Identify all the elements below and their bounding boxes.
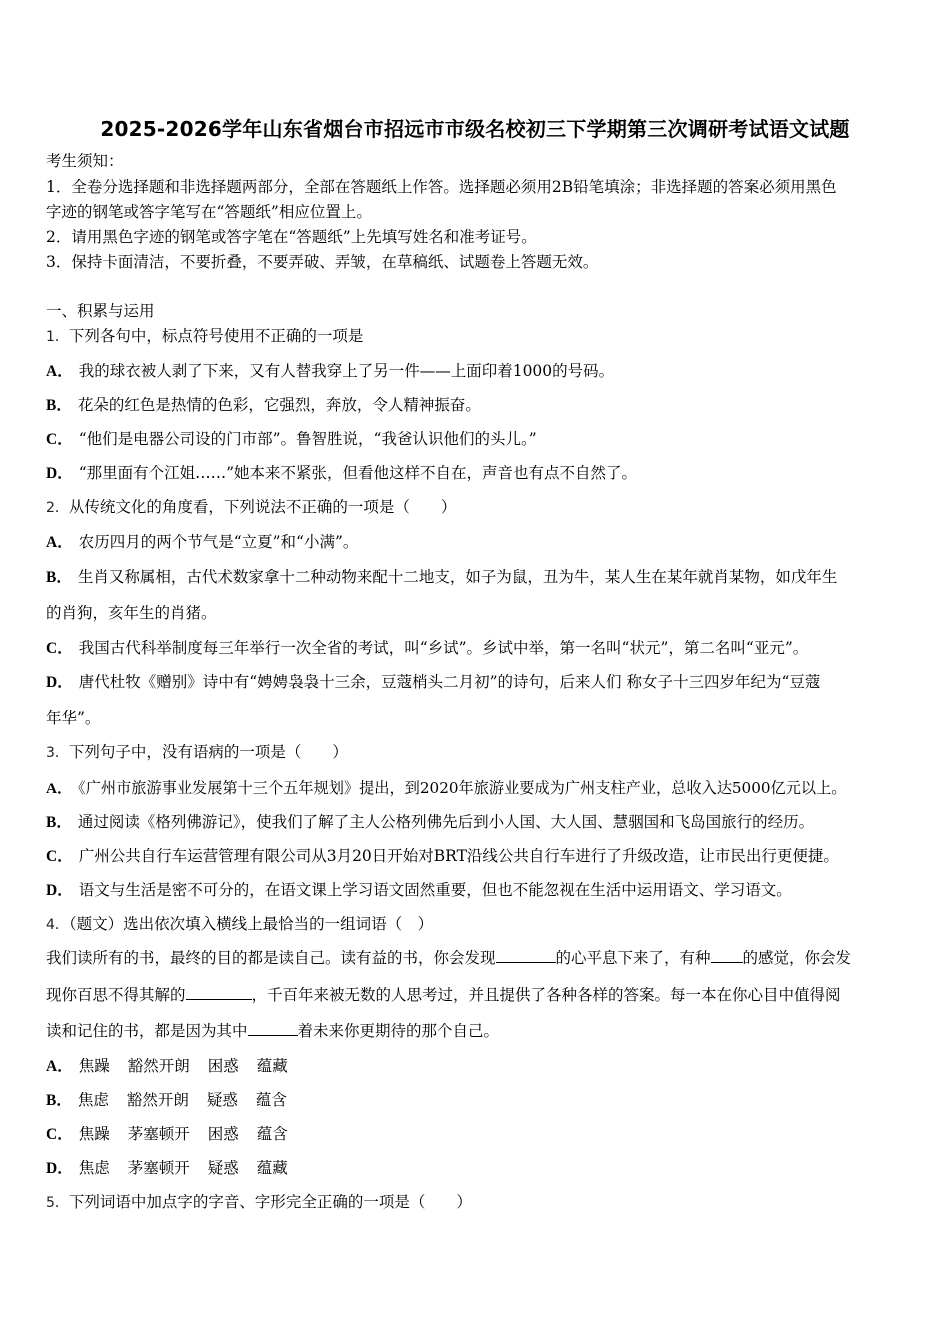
notice-item-2: 2．请用黑色字迹的钢笔或答字笔在“答题纸”上先填写姓名和准考证号。 xyxy=(46,228,537,246)
option-label: D． xyxy=(46,1160,73,1177)
fill-blank-2 xyxy=(711,948,743,963)
q2-option-c xyxy=(46,637,808,660)
word: 茅塞顿开 xyxy=(127,1125,190,1143)
passage-text: 的心平息下来了，有种 xyxy=(555,949,711,967)
q3-option-d xyxy=(46,879,792,902)
q3-option-a xyxy=(46,777,846,800)
question-5 xyxy=(46,1191,472,1214)
passage-text: 我们读所有的书，最终的目的都是读自己。读有益的书，你会发现 xyxy=(46,949,496,967)
q4-passage-line-2 xyxy=(46,984,841,1006)
option-text: 通过阅读《格列佛游记》，使我们了解了主人公格列佛先后到小人国、大人国、慧骃国和飞岛国旅行的经历。 xyxy=(77,813,815,831)
q1-option-d xyxy=(46,462,637,485)
option-label: D． xyxy=(46,674,73,691)
option-text: 我国古代科举制度每三年举行一次全省的考试，叫“乡试”。乡试中举，第一名叫“状元”，第二名叫“亚元”。 xyxy=(78,639,809,657)
question-stem: 下列句子中，没有语病的一项是（ ） xyxy=(68,743,348,761)
option-label: A． xyxy=(46,534,73,551)
q2-option-d xyxy=(46,671,820,694)
question-number: 3． xyxy=(46,745,69,761)
q1-option-c xyxy=(46,428,537,451)
option-text: 农历四月的两个节气是“立夏”和“小满”。 xyxy=(78,533,359,551)
option-text: 生肖又称属相，古代术数家拿十二种动物来配十二地支，如子为鼠，丑为牛，某人生在某年就肖某物，如戊年生 xyxy=(77,568,838,586)
question-stem: 下列词语中加点字的字音、字形完全正确的一项是（ ） xyxy=(68,1193,472,1211)
notice-item-1: 1．全卷分选择题和非选择题两部分，全部在答题纸上作答。选择题必须用2B铅笔填涂；非选择题的答案必须用黑色 xyxy=(46,178,837,196)
passage-text: 读和记住的书，都是因为其中 xyxy=(46,1022,248,1040)
passage-text: 着未来你更期待的那个自己。 xyxy=(297,1022,500,1040)
option-text: “他们是电器公司设的门市部”。鲁智胜说，“我爸认识他们的头儿。” xyxy=(78,430,537,448)
q2-option-b-cont: 的肖狗，亥年生的肖猪。 xyxy=(46,604,217,622)
word: 焦躁 xyxy=(78,1057,110,1075)
word: 疑惑 xyxy=(207,1159,239,1177)
option-label: A． xyxy=(46,363,73,380)
word: 豁然开朗 xyxy=(127,1057,190,1075)
option-text: “那里面有个江姐……”她本来不紧张，但看他这样不自在，声音也有点不自然了。 xyxy=(78,464,638,482)
q2-option-d-cont: 年华”。 xyxy=(46,709,101,727)
question-2 xyxy=(46,496,456,519)
word: 焦躁 xyxy=(78,1125,110,1143)
option-label: B． xyxy=(46,1092,72,1109)
notice-item-1-cont: 字迹的钢笔或答字笔写在“答题纸”相应位置上。 xyxy=(46,203,372,221)
option-label: D． xyxy=(46,882,73,899)
word: 焦虑 xyxy=(77,1091,109,1109)
option-text: 花朵的红色是热情的色彩，它强烈，奔放，令人精神振奋。 xyxy=(77,396,481,414)
q4-option-d xyxy=(46,1157,288,1180)
q4-passage-line-1 xyxy=(46,947,851,969)
q3-option-b xyxy=(46,811,814,834)
word: 蕴含 xyxy=(256,1125,288,1143)
q4-option-c xyxy=(46,1123,288,1146)
option-label: A． xyxy=(46,780,73,797)
q2-option-b xyxy=(46,566,837,589)
option-label: C． xyxy=(46,848,73,865)
passage-text: 的感觉，你会发 xyxy=(742,949,852,967)
word: 疑惑 xyxy=(206,1091,238,1109)
q4-passage-line-3 xyxy=(46,1020,499,1042)
question-number: 5． xyxy=(46,1195,69,1211)
option-label: A． xyxy=(46,1058,73,1075)
question-3 xyxy=(46,741,348,764)
word: 豁然开朗 xyxy=(126,1091,189,1109)
option-text: 《广州市旅游事业发展第十三个五年规划》提出，到2020年旅游业要成为广州支柱产业，总收入达5000亿元以上。 xyxy=(78,779,847,797)
word: 困惑 xyxy=(207,1125,239,1143)
fill-blank-1 xyxy=(496,948,556,963)
notice-item-3: 3．保持卡面清洁，不要折叠，不要弄破、弄皱，在草稿纸、试题卷上答题无效。 xyxy=(46,253,599,271)
option-text: 我的球衣被人剥了下来，又有人替我穿上了另一件——上面印着1000的号码。 xyxy=(78,362,615,380)
q2-option-a xyxy=(46,531,358,554)
option-label: B． xyxy=(46,397,72,414)
question-stem: （题文）选出依次填入横线上最恰当的一组词语（ ） xyxy=(68,915,434,933)
question-number: 4． xyxy=(46,917,69,933)
q4-option-b xyxy=(46,1089,287,1112)
option-label: C． xyxy=(46,640,73,657)
q3-option-c xyxy=(46,845,839,868)
option-label: B． xyxy=(46,814,72,831)
question-number: 1． xyxy=(46,329,69,345)
q1-option-b xyxy=(46,394,481,417)
word: 蕴含 xyxy=(255,1091,287,1109)
question-number: 2． xyxy=(46,500,69,516)
option-text: 广州公共自行车运营管理有限公司从3月20日开始对BRT沿线公共自行车进行了升级改造，让市民出行更便捷。 xyxy=(78,847,839,865)
question-stem: 下列各句中，标点符号使用不正确的一项是 xyxy=(68,327,364,345)
q4-option-a xyxy=(46,1055,288,1078)
word: 蕴藏 xyxy=(256,1159,288,1177)
option-label: C． xyxy=(46,1126,73,1143)
option-label: B． xyxy=(46,569,72,586)
option-label: D． xyxy=(46,465,73,482)
option-text: 语文与生活是密不可分的，在语文课上学习语文固然重要，但也不能忽视在生活中运用语文、学习语文。 xyxy=(78,881,792,899)
question-4 xyxy=(46,913,433,936)
fill-blank-3 xyxy=(186,985,252,1000)
option-label: C． xyxy=(46,431,73,448)
section-heading: 一、积累与运用 xyxy=(46,302,155,320)
word: 茅塞顿开 xyxy=(127,1159,190,1177)
option-text: 唐代杜牧《赠别》诗中有“娉娉袅袅十三余，豆蔻梢头二月初”的诗句，后来人们 称女子十三四岁年纪为“豆蔻 xyxy=(78,673,821,691)
word: 困惑 xyxy=(207,1057,239,1075)
passage-text: ，千百年来被无数的人思考过，并且提供了各种各样的答案。每一本在你心目中值得阅 xyxy=(251,986,841,1004)
question-1 xyxy=(46,325,363,348)
q1-option-a xyxy=(46,360,614,383)
question-stem: 从传统文化的角度看，下列说法不正确的一项是（ ） xyxy=(68,498,457,516)
passage-text: 现你百思不得其解的 xyxy=(46,986,186,1004)
word: 蕴藏 xyxy=(256,1057,288,1075)
fill-blank-4 xyxy=(248,1021,298,1036)
page-title: 2025-2026学年山东省烟台市招远市市级名校初三下学期第三次调研考试语文试题 xyxy=(100,117,850,141)
word: 焦虑 xyxy=(78,1159,110,1177)
notice-heading: 考生须知： xyxy=(46,152,124,170)
